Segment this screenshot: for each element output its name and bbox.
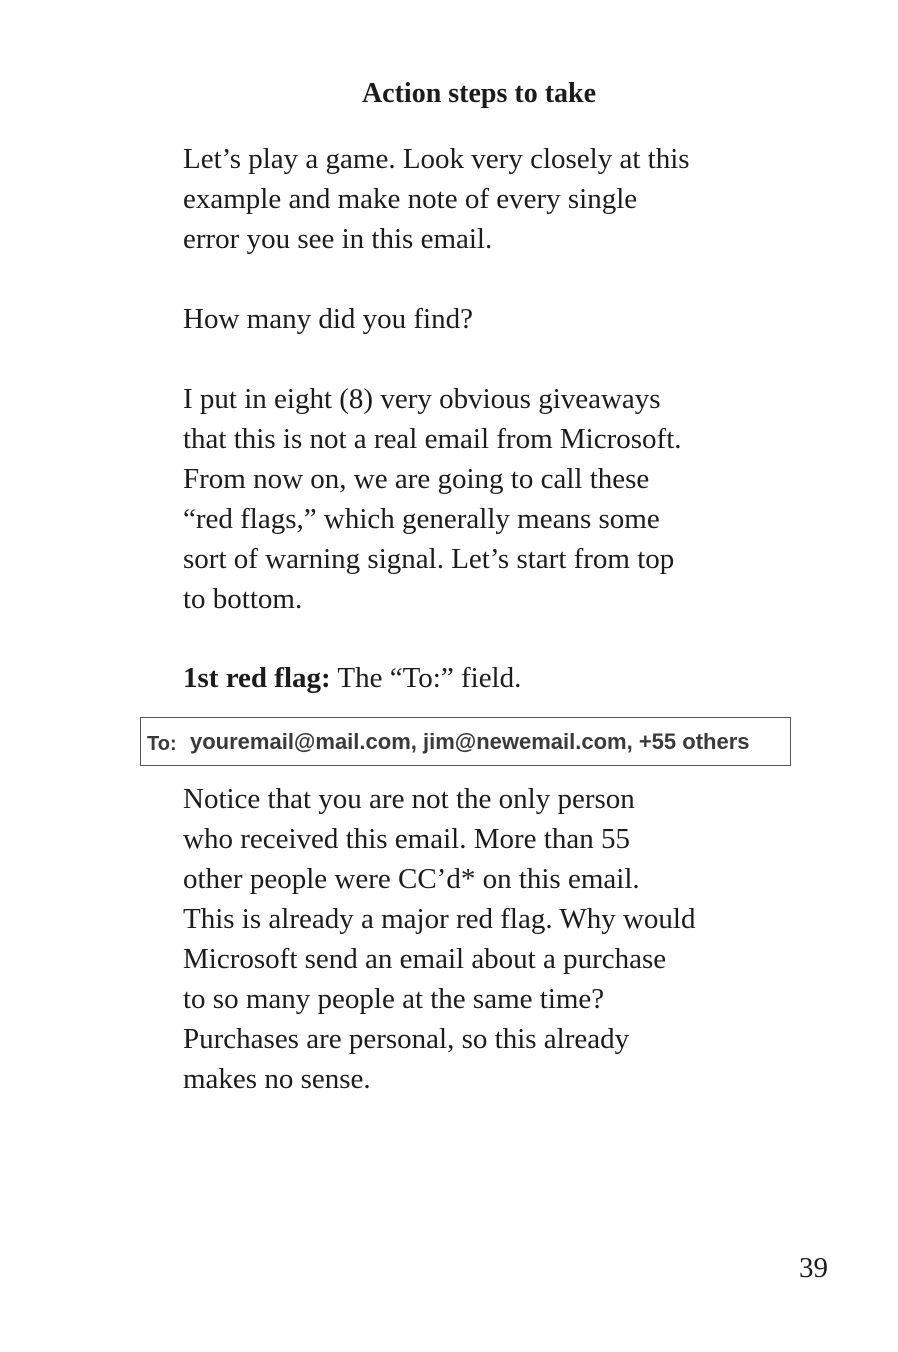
section-heading: Action steps to take [361,78,597,109]
email-to-label: To: [147,733,177,755]
text-line: to bottom. [183,583,303,615]
text-line: who received this email. More than 55 [183,823,630,855]
text-line: From now on, we are going to call these [183,463,650,495]
paragraph-explanation [183,379,763,619]
text-line: makes no sense. [183,1063,371,1095]
red-flag-1-heading [183,658,763,698]
text-line: other people were CC’d* on this email. [183,863,640,895]
text-line: error you see in this email. [183,223,493,255]
paragraph-notice [183,779,763,1099]
paragraph-question [183,299,763,339]
text-line: “red flags,” which generally means some [183,503,660,535]
text-line: that this is not a real email from Microsoft. [183,423,682,455]
page-number: 39 [799,1252,828,1284]
red-flag-text: The “To:” field. [330,662,522,694]
text-line: This is already a major red flag. Why would [183,903,696,935]
text-line: How many did you find? [183,303,473,335]
text-line: Let’s play a game. Look very closely at this [183,143,690,175]
text-line: example and make note of every single [183,183,638,215]
text-line: Purchases are personal, so this already [183,1023,630,1055]
red-flag-label: 1st red flag: [183,662,331,694]
text-line: I put in eight (8) very obvious giveaways [183,383,661,415]
email-to-field-example [140,717,791,766]
text-line: sort of warning signal. Let’s start from top [183,543,675,575]
text-line: Microsoft send an email about a purchase [183,943,667,975]
text-line: to so many people at the same time? [183,983,605,1015]
text-line: Notice that you are not the only person [183,783,635,815]
paragraph-intro [183,139,763,259]
email-recipients: youremail@mail.com, jim@newemail.com, +55 others [190,729,750,754]
